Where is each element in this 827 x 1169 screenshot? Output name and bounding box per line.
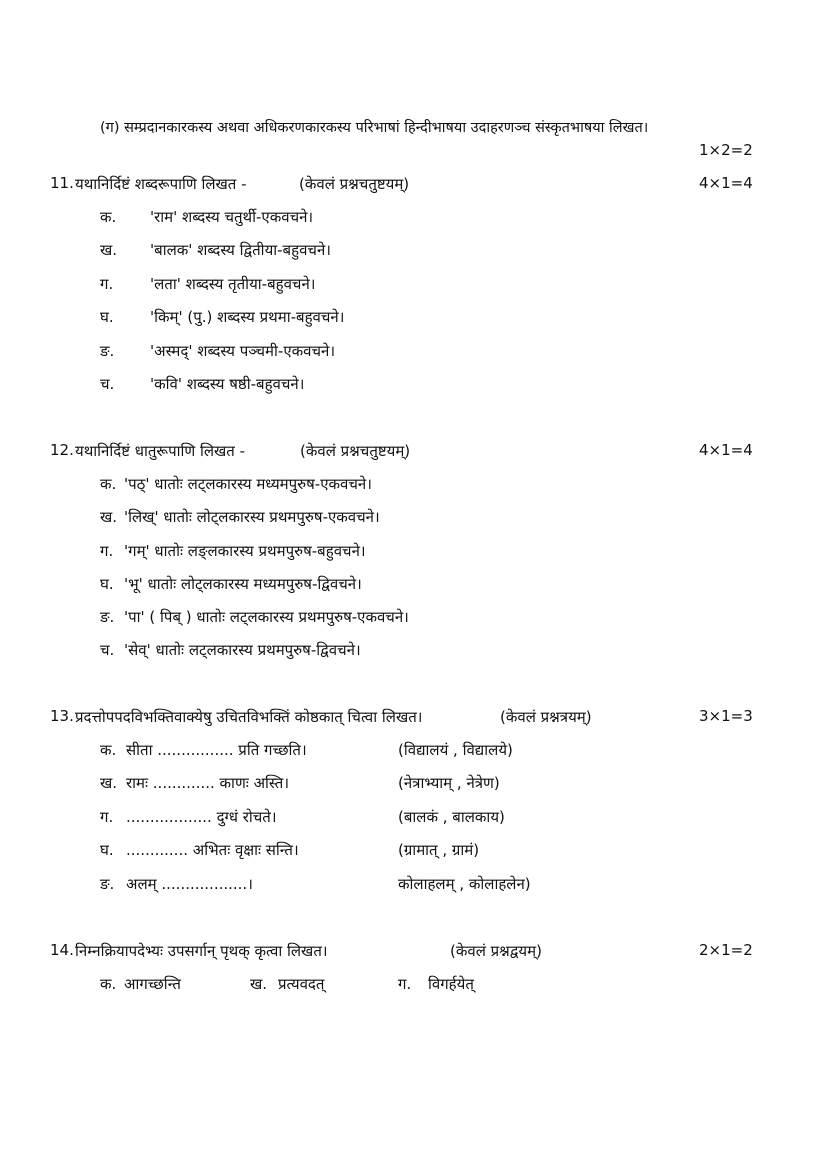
q13-note: (केवलं प्रश्नत्रयम्): [500, 708, 592, 726]
item-text: आगच्छन्ति: [124, 975, 181, 993]
item-text: ............. अभितः वृक्षाः सन्ति।: [126, 841, 299, 859]
list-item: [398, 974, 474, 994]
item-text: .................. दुग्धं रोचते।: [126, 808, 277, 826]
item-text: अलम् ..................।: [126, 875, 253, 893]
q11-number: 11.: [50, 174, 74, 192]
item-label: ख.: [100, 774, 118, 792]
q13-marks: 3×1=3: [699, 707, 753, 725]
item-label: ग.: [100, 808, 114, 826]
q14-marks: 2×1=2: [699, 941, 753, 959]
q14-title: निम्नक्रियापदेभ्यः उपसर्गान् पृथक् कृत्वा लिखत।: [75, 942, 328, 960]
item-label: च.: [100, 641, 115, 659]
item-text: सीता ................ प्रति गच्छति।: [126, 741, 307, 759]
item-text: 'लिख्' धातोः लोट्लकारस्य प्रथमपुरुष-एकवचने।: [124, 508, 380, 526]
q10g-text: (ग) सम्प्रदानकारकस्य अथवा अधिकरणकारकस्य परिभाषां हिन्दीभाषया उदाहरणञ्च संस्कृतभाषया लिखत।: [100, 120, 649, 136]
list-item: [100, 507, 380, 527]
item-label: क.: [100, 741, 117, 759]
q12-number: 12.: [50, 441, 74, 459]
item-label: ग.: [100, 542, 114, 560]
item-label: क.: [100, 475, 117, 493]
item-options: (विद्यालयं , विद्यालये): [398, 741, 513, 759]
item-label: क.: [100, 975, 117, 993]
item-text: 'अस्मद्' शब्दस्य पञ्चमी-एकवचने।: [150, 342, 336, 360]
item-text: विगर्हयेत्: [428, 975, 474, 993]
q10g-marks: 1×2=2: [699, 141, 753, 159]
item-options: (बालकं , बालकाय): [398, 808, 505, 826]
item-label: ङ.: [100, 608, 115, 626]
q11-title: यथानिर्दिष्टं शब्दरूपाणि लिखत -: [75, 175, 247, 193]
q11-marks: 4×1=4: [699, 174, 753, 192]
q11-note: (केवलं प्रश्नचतुष्टयम्): [299, 175, 410, 193]
item-text: 'कवि' शब्दस्य षष्ठी-बहुवचने।: [150, 375, 305, 393]
list-item: [100, 274, 315, 294]
list-item: [100, 341, 335, 361]
item-label: ख.: [100, 241, 118, 259]
item-label: घ.: [100, 575, 114, 593]
item-label: ग.: [398, 975, 412, 993]
list-item: [100, 807, 277, 827]
list-item: [100, 874, 253, 894]
list-item: [100, 640, 361, 660]
item-options: (नेत्राभ्याम् , नेत्रेण): [398, 774, 500, 792]
item-label: ग.: [100, 275, 114, 293]
item-label: च.: [100, 375, 115, 393]
item-options: कोलाहलम् , कोलाहलेन): [398, 875, 531, 893]
list-item: [100, 840, 299, 860]
list-item: [100, 307, 344, 327]
q14-note: (केवलं प्रश्नद्वयम्): [450, 942, 542, 960]
item-text: 'बालक' शब्दस्य द्वितीया-बहुवचने।: [150, 241, 331, 259]
item-label: घ.: [100, 308, 114, 326]
item-text: रामः ............. काणः अस्ति।: [126, 774, 290, 792]
list-item: [100, 607, 409, 627]
item-label: ख.: [250, 975, 268, 993]
q13-number: 13.: [50, 707, 74, 725]
item-text: 'गम्' धातोः लङ्लकारस्य प्रथमपुरुष-बहुवचने।: [124, 542, 366, 560]
list-item: [100, 207, 313, 227]
list-item: [100, 773, 289, 793]
item-text: 'लता' शब्दस्य तृतीया-बहुवचने।: [150, 275, 316, 293]
list-item: [100, 474, 372, 494]
item-text: 'पा' ( पिब् ) धातोः लट्लकारस्य प्रथमपुरुष-एकवचने।: [124, 608, 409, 626]
item-label: क.: [100, 208, 117, 226]
item-options: (ग्रामात् , ग्रामं): [398, 841, 480, 859]
item-text: 'किम्' (पु.) शब्दस्य प्रथमा-बहुवचने।: [150, 308, 345, 326]
list-item: [100, 974, 181, 994]
q12-title: यथानिर्दिष्टं धातुरूपाणि लिखत -: [75, 442, 246, 460]
q13-title: प्रदत्तोपपदविभक्तिवाक्येषु उचितविभक्तिं कोष्ठकात् चित्वा लिखत।: [75, 708, 423, 726]
item-label: ख.: [100, 508, 118, 526]
item-text: 'राम' शब्दस्य चतुर्थी-एकवचने।: [150, 208, 314, 226]
q12-marks: 4×1=4: [699, 441, 753, 459]
q12-note: (केवलं प्रश्नचतुष्टयम्): [300, 442, 411, 460]
list-item: [100, 374, 304, 394]
item-text: 'पठ्' धातोः लट्लकारस्य मध्यमपुरुष-एकवचने।: [124, 475, 372, 493]
q14-number: 14.: [50, 941, 74, 959]
list-item: [100, 240, 331, 260]
item-label: ङ.: [100, 342, 115, 360]
list-item: [100, 740, 307, 760]
item-text: प्रत्यवदत्: [278, 975, 325, 993]
item-text: 'सेव्' धातोः लट्लकारस्य प्रथमपुरुष-द्विवचने।: [124, 641, 361, 659]
item-label: घ.: [100, 841, 114, 859]
list-item: [250, 974, 324, 994]
item-label: ङ.: [100, 875, 115, 893]
list-item: [100, 574, 362, 594]
list-item: [100, 541, 366, 561]
item-text: 'भू' धातोः लोट्लकारस्य मध्यमपुरुष-द्विवचने।: [124, 575, 362, 593]
